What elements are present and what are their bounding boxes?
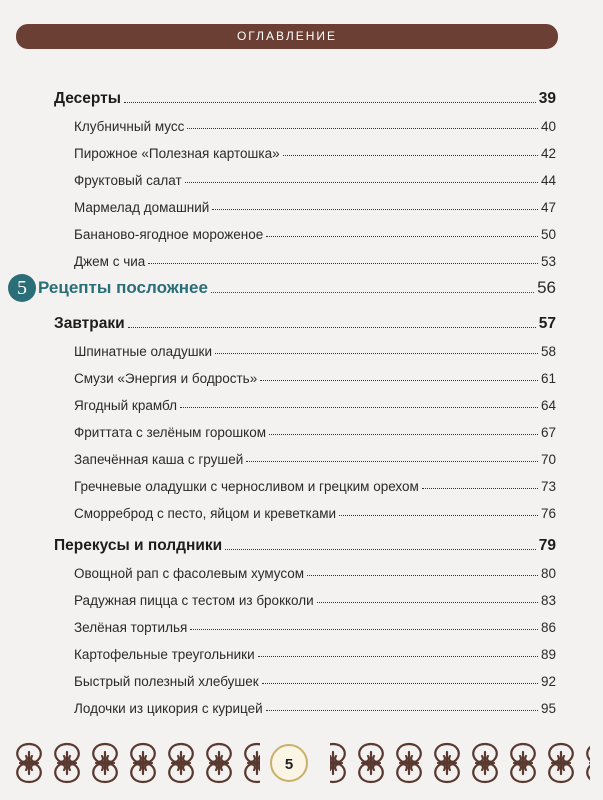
dot-leader [148,263,538,264]
toc-chapter-5[interactable] [38,276,556,298]
dot-leader [185,182,538,183]
toc-item[interactable] [74,395,556,413]
item-label: Мармелад домашний [74,200,210,215]
item-page: 58 [540,344,556,359]
dot-leader [190,629,538,630]
item-label: Овощной рап с фасолевым хумусом [74,566,305,581]
dot-leader [283,155,538,156]
item-page: 40 [540,119,556,134]
item-page: 50 [540,227,556,242]
toc-item[interactable] [74,671,556,689]
header-bar [16,24,558,49]
item-label: Гречневые оладушки с черносливом и грецким орехом [74,479,419,494]
page-number: 5 [270,744,308,782]
section-title: Перекусы и полдники [54,537,223,554]
header-title: ОГЛАВЛЕНИЕ [236,29,338,43]
dot-leader [180,407,538,408]
item-page: 61 [540,371,556,386]
dot-leader [260,380,538,381]
item-label: Быстрый полезный хлебушек [74,674,259,689]
toc-item[interactable] [74,476,556,494]
item-label: Запечённая каша с грушей [74,452,244,467]
dot-leader [215,353,538,354]
section-page: 79 [538,537,556,554]
item-label: Бананово-ягодное мороженое [74,227,264,242]
dot-leader [124,102,536,103]
toc-section-desserts[interactable] [54,88,556,108]
toc-section-snacks[interactable] [54,535,556,555]
chapter-title: Рецепты посложнее [38,278,208,297]
item-page: 89 [540,647,556,662]
item-label: Радужная пицца с тестом из брокколи [74,593,314,608]
item-page: 83 [540,593,556,608]
toc-item[interactable] [74,449,556,467]
dot-leader [266,710,538,711]
item-page: 76 [540,506,556,521]
dot-leader [187,128,538,129]
dot-leader [225,549,536,550]
toc-item[interactable] [74,503,556,521]
toc-item[interactable] [74,644,556,662]
item-label: Сморреброд с песто, яйцом и креветками [74,506,337,521]
dot-leader [269,434,538,435]
dot-leader [262,683,538,684]
toc-item[interactable] [74,590,556,608]
toc-section-breakfasts[interactable] [54,313,556,333]
item-page: 86 [540,620,556,635]
toc-item[interactable] [74,116,556,134]
section-page: 39 [538,90,556,107]
item-label: Шпинатные оладушки [74,344,212,359]
dot-leader [317,602,538,603]
item-page: 92 [540,674,556,689]
item-label: Клубничный мусс [74,119,185,134]
dot-leader [258,656,538,657]
item-page: 67 [540,425,556,440]
dot-leader [246,461,538,462]
dot-leader [128,327,536,328]
toc-item[interactable] [74,698,556,716]
item-page: 80 [540,566,556,581]
item-label: Ягодный крамбл [74,398,177,413]
toc-item[interactable] [74,563,556,581]
item-label: Лодочки из цикория с курицей [74,701,263,716]
toc-item[interactable] [74,197,556,215]
dot-leader [266,236,538,237]
toc-item[interactable] [74,170,556,188]
item-page: 42 [540,146,556,161]
item-page: 73 [540,479,556,494]
item-page: 44 [540,173,556,188]
chapter-page: 56 [537,278,556,297]
item-label: Зелёная тортилья [74,620,188,635]
dot-leader [212,209,538,210]
item-label: Джем с чиа [74,254,146,269]
item-label: Фриттата с зелёным горошком [74,425,267,440]
item-label: Фруктовый салат [74,173,182,188]
section-page: 57 [538,315,556,332]
toc-item[interactable] [74,251,556,269]
toc-item[interactable] [74,422,556,440]
toc-item[interactable] [74,368,556,386]
item-label: Смузи «Энергия и бодрость» [74,371,258,386]
item-label: Картофельные треугольники [74,647,255,662]
dot-leader [422,488,538,489]
toc-item[interactable] [74,224,556,242]
item-page: 47 [540,200,556,215]
toc-item[interactable] [74,341,556,359]
dot-leader [307,575,538,576]
dot-leader [339,515,538,516]
dot-leader [211,292,534,293]
toc-item[interactable] [74,143,556,161]
toc-item[interactable] [74,617,556,635]
item-page: 53 [540,254,556,269]
item-page: 64 [540,398,556,413]
item-page: 70 [540,452,556,467]
item-page: 95 [540,701,556,716]
chapter-number-badge: 5 [8,274,36,302]
section-title: Завтраки [54,315,125,332]
item-label: Пирожное «Полезная картошка» [74,146,280,161]
section-title: Десерты [54,90,121,107]
